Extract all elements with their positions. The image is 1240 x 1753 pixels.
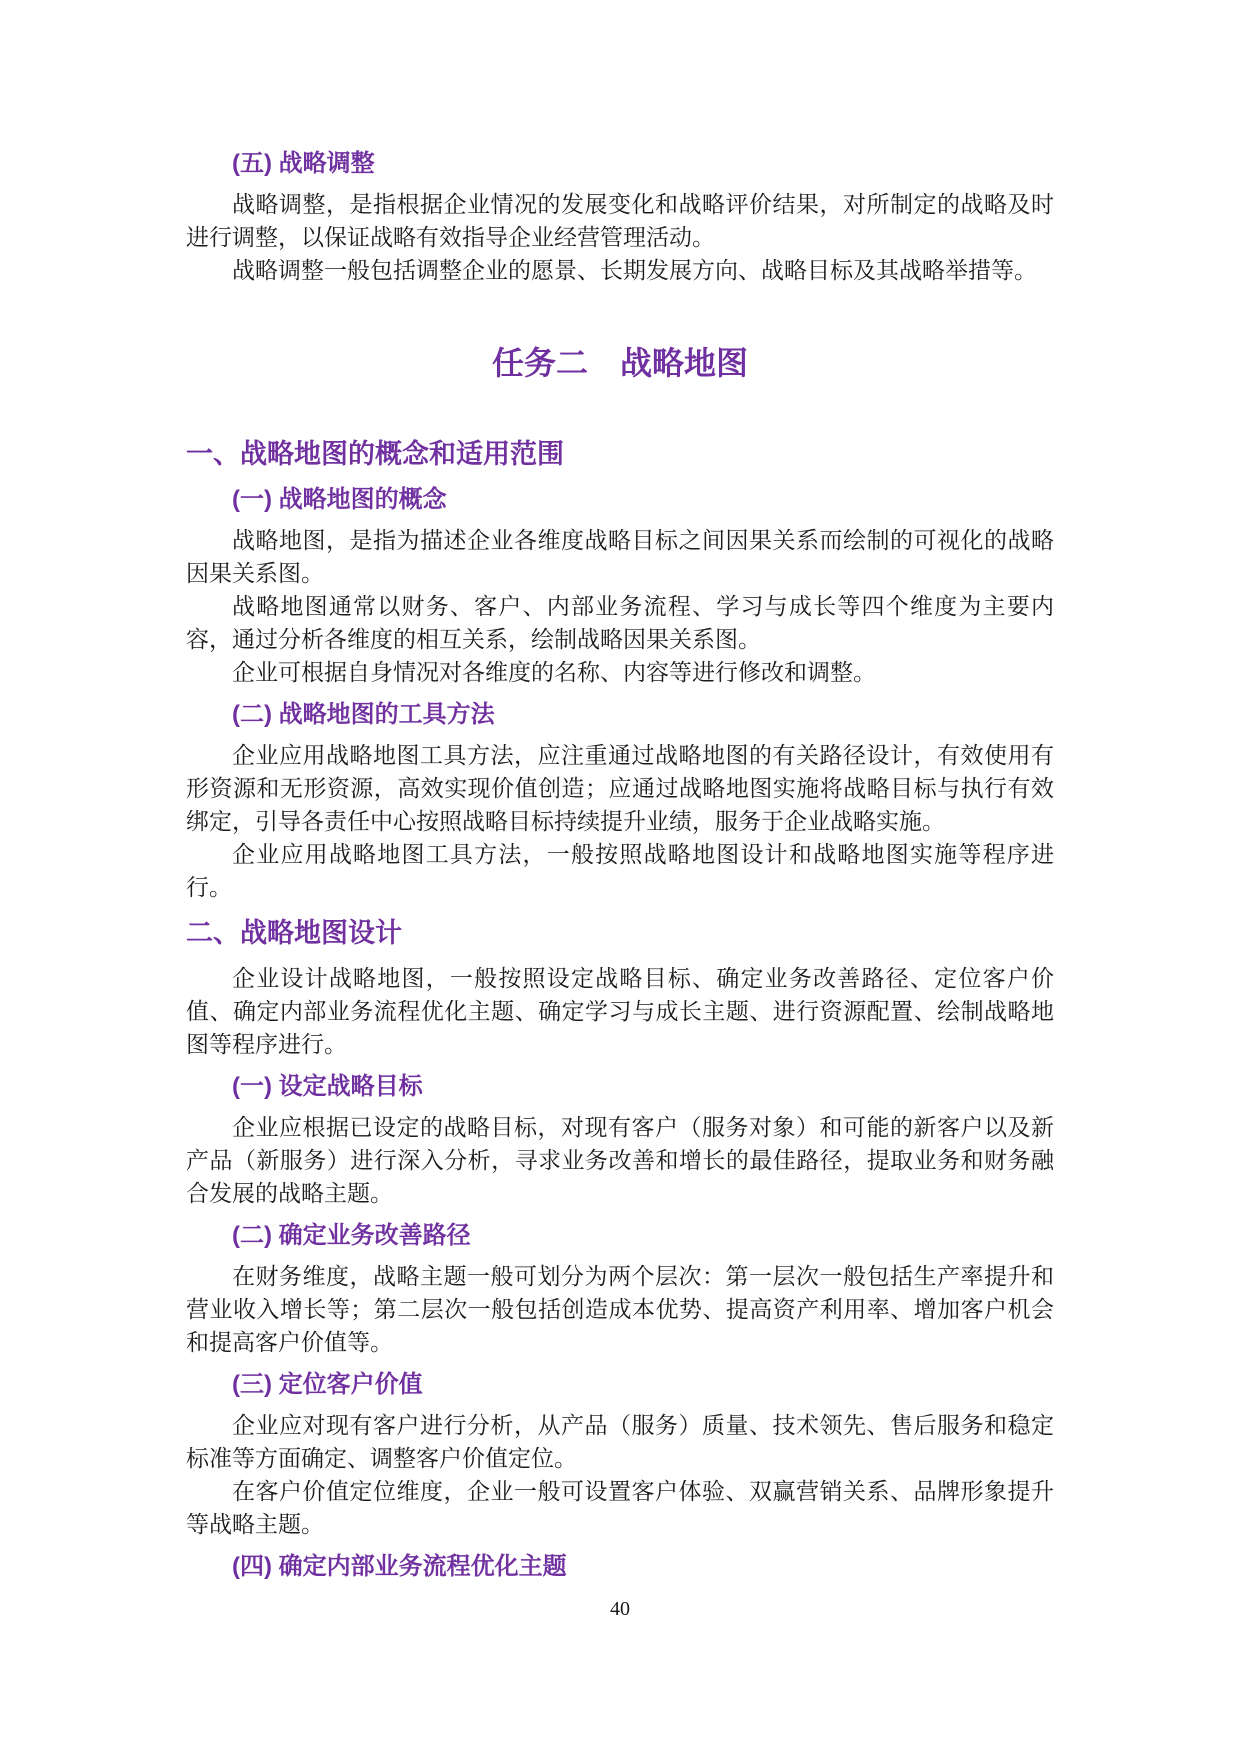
body-paragraph: 战略地图通常以财务、客户、内部业务流程、学习与成长等四个维度为主要内容，通过分析各维度的相互关系，绘制战略因果关系图。 bbox=[186, 594, 1054, 652]
body-paragraph: 在财务维度，战略主题一般可划分为两个层次：第一层次一般包括生产率提升和营业收入增长等；第二层次一般包括创造成本优势、提高资产利用率、增加客户机会和提高客户价值等。 bbox=[186, 1264, 1054, 1355]
body-paragraph: 企业应用战略地图工具方法，应注重通过战略地图的有关路径设计，有效使用有形资源和无形资源，高效实现价值创造；应通过战略地图实施将战略目标与执行有效绑定，引导各责任中心按照战略目标持续提升业绩，服务于企业战略实施。 bbox=[186, 743, 1054, 834]
subsection-heading: (二) 战略地图的工具方法 bbox=[232, 701, 495, 728]
subsection-heading: (四) 确定内部业务流程优化主题 bbox=[232, 1553, 567, 1580]
body-paragraph: 战略调整一般包括调整企业的愿景、长期发展方向、战略目标及其战略举措等。 bbox=[232, 258, 1037, 283]
subsection-heading: (五) 战略调整 bbox=[232, 150, 375, 177]
subsection-heading: (一) 设定战略目标 bbox=[232, 1073, 423, 1100]
body-paragraph: 企业应根据已设定的战略目标，对现有客户（服务对象）和可能的新客户以及新产品（新服务）进行深入分析，寻求业务改善和增长的最佳路径，提取业务和财务融合发展的战略主题。 bbox=[186, 1115, 1054, 1206]
body-paragraph: 企业设计战略地图，一般按照设定战略目标、确定业务改善路径、定位客户价值、确定内部业务流程优化主题、确定学习与成长主题、进行资源配置、绘制战略地图等程序进行。 bbox=[186, 966, 1054, 1057]
subsection-heading: (一) 战略地图的概念 bbox=[232, 486, 447, 513]
body-paragraph: 在客户价值定位维度，企业一般可设置客户体验、双赢营销关系、品牌形象提升等战略主题。 bbox=[186, 1479, 1054, 1537]
subsection-heading: (二) 确定业务改善路径 bbox=[232, 1222, 471, 1249]
body-paragraph: 企业应对现有客户进行分析，从产品（服务）质量、技术领先、售后服务和稳定标准等方面确定、调整客户价值定位。 bbox=[186, 1413, 1054, 1471]
section-heading: 一、战略地图的概念和适用范围 bbox=[186, 439, 564, 469]
task-title: 任务二 战略地图 bbox=[491, 345, 748, 381]
body-paragraph: 企业可根据自身情况对各维度的名称、内容等进行修改和调整。 bbox=[232, 660, 876, 685]
body-paragraph: 战略地图，是指为描述企业各维度战略目标之间因果关系而绘制的可视化的战略因果关系图。 bbox=[186, 528, 1054, 586]
page-number: 40 bbox=[610, 1598, 630, 1620]
body-paragraph: 战略调整，是指根据企业情况的发展变化和战略评价结果，对所制定的战略及时进行调整，以保证战略有效指导企业经营管理活动。 bbox=[186, 192, 1054, 250]
section-heading: 二、战略地图设计 bbox=[186, 918, 402, 948]
body-paragraph: 企业应用战略地图工具方法，一般按照战略地图设计和战略地图实施等程序进行。 bbox=[186, 842, 1054, 900]
subsection-heading: (三) 定位客户价值 bbox=[232, 1371, 423, 1398]
